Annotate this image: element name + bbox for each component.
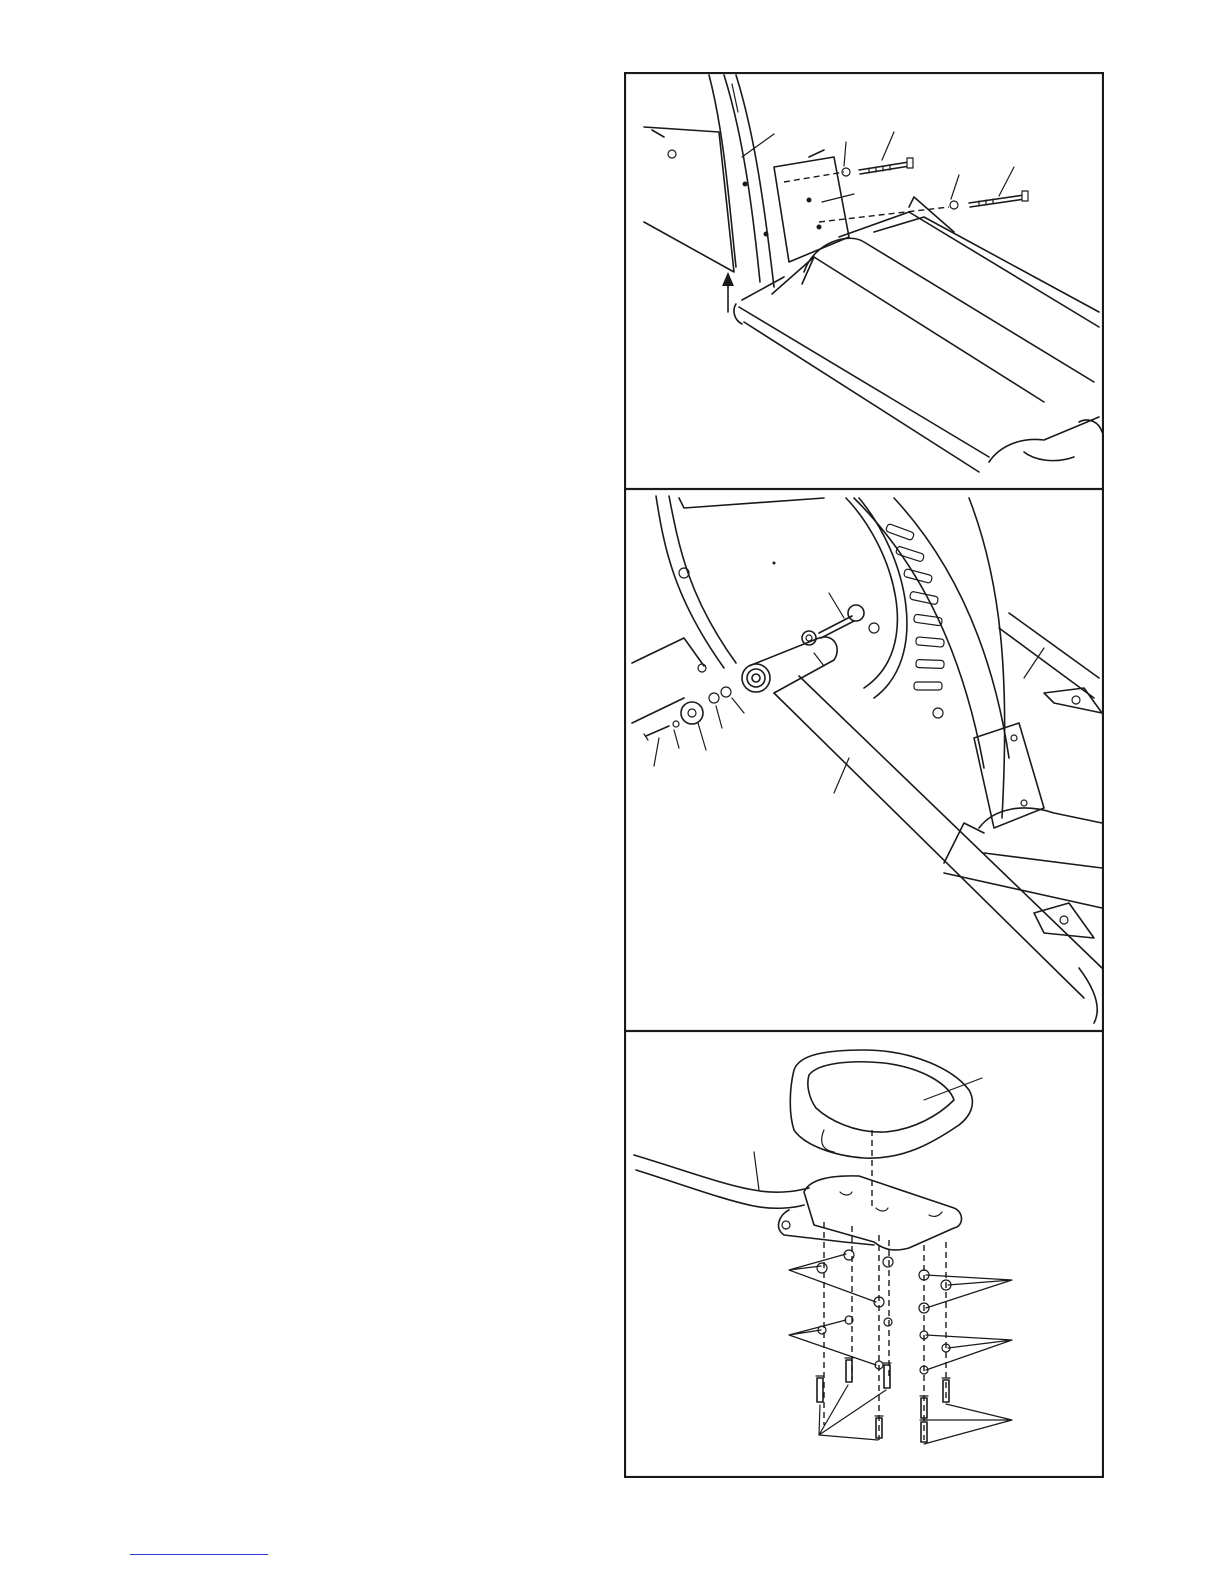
figure-frame-base-bolts [624,72,1104,490]
figure-pedal-arm-axle [624,488,1104,1032]
footer-link-underline[interactable] [130,1554,268,1555]
figure-pedal-mount [624,1030,1104,1478]
